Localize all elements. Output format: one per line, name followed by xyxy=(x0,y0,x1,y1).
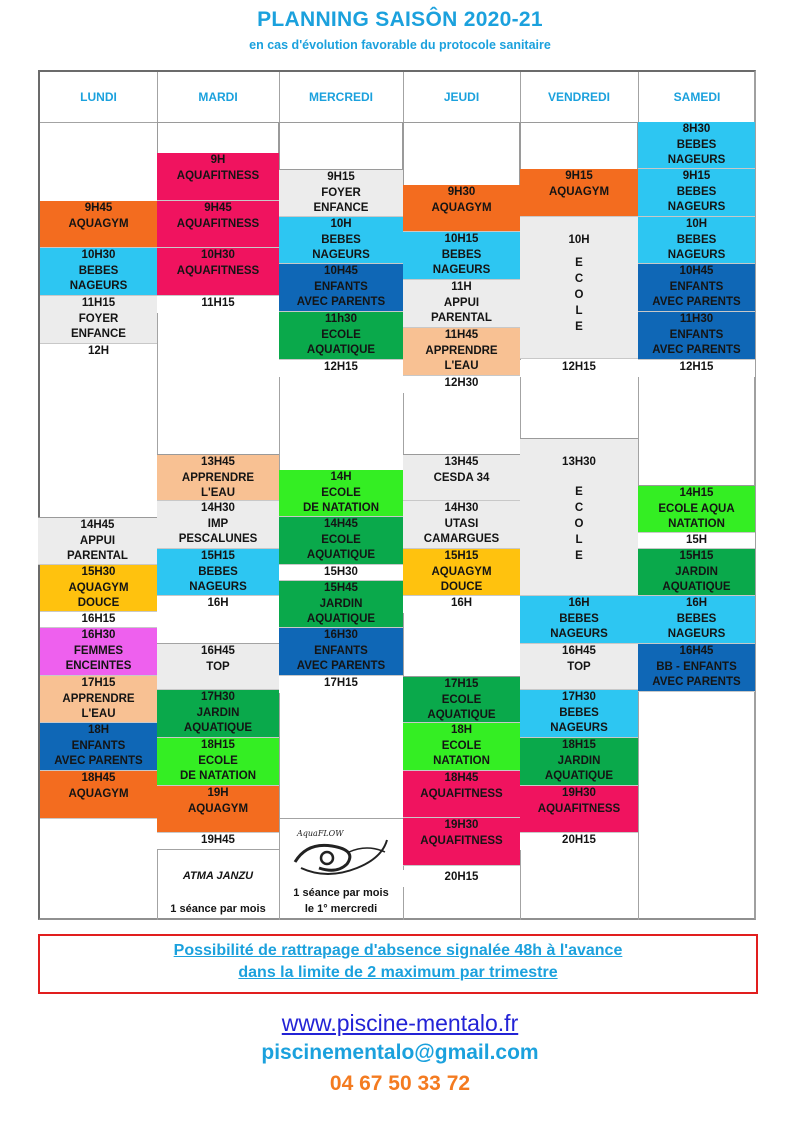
slot-mercredi-15h45: 15H45 JARDIN AQUATIQUE xyxy=(279,581,403,628)
slot-samedi-11h30: 11H30 ENFANTS AVEC PARENTS xyxy=(638,312,755,360)
slot-mardi-13h45: 13H45 APPRENDRE L'EAU xyxy=(157,454,279,501)
website-link[interactable]: www.piscine-mentalo.fr xyxy=(281,1010,519,1036)
slot-mardi-10h30: 10H30 AQUAFITNESS xyxy=(157,248,279,296)
slot-jeudi-15h15: 15H15 AQUAGYM DOUCE xyxy=(403,549,520,596)
slot-jeudi-9h30: 9H30 AQUAGYM xyxy=(403,185,520,232)
slot-mardi-15h15: 15H15 BEBES NAGEURS xyxy=(157,549,279,596)
slot-mercredi-10h: 10H BEBES NAGEURS xyxy=(279,217,403,264)
mercredi-divider xyxy=(279,818,403,819)
slot-lundi-18h45: 18H45 AQUAGYM xyxy=(40,771,157,819)
slot-jeudi-11h: 11H APPUI PARENTAL xyxy=(403,280,520,328)
slot-samedi-10h45: 10H45 ENFANTS AVEC PARENTS xyxy=(638,264,755,312)
slot-lundi-18h: 18H ENFANTS AVEC PARENTS xyxy=(40,723,157,771)
slot-mercredi-15h30: 15H30 xyxy=(279,565,403,581)
slot-jeudi-18h: 18H ECOLE NATATION xyxy=(403,723,520,771)
mercredi-empty-top xyxy=(279,122,403,170)
aquaflow-logo xyxy=(287,822,395,880)
slot-vendredi-9h15: 9H15 AQUAGYM xyxy=(520,169,638,217)
slot-samedi-16h: 16H BEBES NAGEURS xyxy=(638,596,755,644)
slot-jeudi-12h30: 12H30 xyxy=(403,376,520,393)
slot-mercredi-16h30: 16H30 ENFANTS AVEC PARENTS xyxy=(279,628,403,676)
page-title: PLANNING SAISÔN 2020-21 xyxy=(257,8,543,31)
slot-mercredi-9h15: 9H15 FOYER ENFANCE xyxy=(279,169,403,217)
mercredi-frequency-note: 1 séance par mois xyxy=(293,887,389,899)
slot-samedi-16h45: 16H45 BB - ENFANTS AVEC PARENTS xyxy=(638,644,755,692)
slot-lundi-15h30: 15H30 AQUAGYM DOUCE xyxy=(40,565,157,612)
slot-jeudi-13h45: 13H45 CESDA 34 xyxy=(403,454,520,501)
mardi-frequency-note: 1 séance par mois xyxy=(170,903,266,915)
slot-mardi-19h45: 19H45 xyxy=(157,833,279,850)
jeudi-empty-top xyxy=(403,122,520,185)
slot-mercredi-12h15: 12H15 xyxy=(279,360,403,377)
day-header-samedi: SAMEDI xyxy=(673,90,721,104)
notice-line-2[interactable]: dans la limite de 2 maximum par trimestre xyxy=(238,964,558,981)
slot-mardi-18h15: 18H15 ECOLE DE NATATION xyxy=(157,738,279,786)
slot-vendredi-13h30-time: 13H30 xyxy=(562,455,596,468)
slot-mercredi-17h15: 17H15 xyxy=(279,676,403,693)
slot-mardi-14h30: 14H30 IMP PESCALUNES xyxy=(157,501,279,549)
vendredi-empty-top xyxy=(520,122,638,170)
page-subtitle: en cas d'évolution favorable du protocole sanitaire xyxy=(249,38,551,52)
slot-samedi-15h15: 15H15 JARDIN AQUATIQUE xyxy=(638,549,755,596)
day-header-jeudi: JEUDI xyxy=(443,90,480,104)
day-header-mardi: MARDI xyxy=(198,90,238,104)
slot-mercredi-11h30: 11h30 ECOLE AQUATIQUE xyxy=(279,312,403,360)
absence-notice xyxy=(38,934,758,994)
slot-mercredi-10h45: 10H45 ENFANTS AVEC PARENTS xyxy=(279,264,403,312)
mercredi-first-wednesday-note: le 1° mercredi xyxy=(304,903,378,915)
slot-lundi-16h15: 16H15 xyxy=(40,612,157,628)
slot-lundi-11h15: 11H15 FOYER ENFANCE xyxy=(40,296,157,344)
slot-vendredi-17h30: 17H30 BEBES NAGEURS xyxy=(520,690,638,738)
logo-text: AquaFLOW xyxy=(297,829,344,838)
mardi-janzu-note: ATMA JANZU xyxy=(182,870,254,882)
slot-samedi-10h: 10H BEBES NAGEURS xyxy=(638,217,755,264)
slot-vendredi-16h: 16H BEBES NAGEURS xyxy=(520,596,638,644)
slot-jeudi-17h15: 17H15 ECOLE AQUATIQUE xyxy=(403,676,520,723)
slot-mardi-19h: 19H AQUAGYM xyxy=(157,786,279,833)
slot-vendredi-10h-time: 10H xyxy=(568,233,590,246)
slot-jeudi-11h45: 11H45 APPRENDRE L'EAU xyxy=(403,328,520,376)
slot-vendredi-12h15: 12H15 xyxy=(520,360,638,377)
vendredi-ecole-afternoon: E C O L E xyxy=(574,486,584,562)
slot-lundi-16h30: 16H30 FEMMES ENCEINTES xyxy=(40,628,157,676)
slot-samedi-8h30: 8H30 BEBES NAGEURS xyxy=(638,122,755,169)
slot-lundi-9h45: 9H45 AQUAGYM xyxy=(40,201,157,248)
slot-jeudi-19h30: 19H30 AQUAFITNESS xyxy=(403,818,520,866)
slot-samedi-12h15: 12H15 xyxy=(638,360,755,377)
slot-samedi-15h: 15H xyxy=(638,533,755,549)
day-header-vendredi: VENDREDI xyxy=(547,90,610,104)
slot-mardi-9h: 9H AQUAFITNESS xyxy=(157,153,279,201)
slot-mardi-16h45: 16H45 TOP xyxy=(157,644,279,690)
slot-mardi-16h: 16H xyxy=(157,596,279,644)
slot-samedi-9h15: 9H15 BEBES NAGEURS xyxy=(638,169,755,217)
slot-vendredi-19h30: 19H30 AQUAFITNESS xyxy=(520,786,638,833)
slot-samedi-14h15: 14H15 ECOLE AQUA NATATION xyxy=(638,485,755,533)
mardi-empty-top xyxy=(157,122,279,154)
slot-mardi-11h15: 11H15 xyxy=(157,296,279,313)
slot-jeudi-20h15: 20H15 xyxy=(403,870,520,887)
slot-vendredi-16h45: 16H45 TOP xyxy=(520,644,638,690)
slot-jeudi-14h30: 14H30 UTASI CAMARGUES xyxy=(403,501,520,549)
slot-lundi-17h15: 17H15 APPRENDRE L'EAU xyxy=(40,676,157,723)
slot-mercredi-14h: 14H ECOLE DE NATATION xyxy=(279,470,403,517)
slot-lundi-12h: 12H xyxy=(40,344,157,361)
slot-vendredi-18h15: 18H15 JARDIN AQUATIQUE xyxy=(520,738,638,786)
slot-mercredi-14h45: 14H45 ECOLE AQUATIQUE xyxy=(279,517,403,565)
slot-jeudi-18h45: 18H45 AQUAFITNESS xyxy=(403,771,520,818)
day-header-mercredi: MERCREDI xyxy=(308,90,373,104)
slot-jeudi-16h: 16H xyxy=(403,596,520,613)
slot-lundi-14h45: 14H45 APPUI PARENTAL xyxy=(38,517,157,565)
slot-lundi-10h30: 10H30 BEBES NAGEURS xyxy=(40,248,157,296)
slot-vendredi-20h15: 20H15 xyxy=(520,833,638,850)
slot-mardi-9h45: 9H45 AQUAFITNESS xyxy=(157,201,279,248)
day-header-lundi: LUNDI xyxy=(80,90,117,104)
slot-jeudi-10h15: 10H15 BEBES NAGEURS xyxy=(403,232,520,280)
slot-mardi-17h30: 17H30 JARDIN AQUATIQUE xyxy=(157,690,279,738)
email-address[interactable]: piscinementalo@gmail.com xyxy=(261,1041,539,1064)
phone-number: 04 67 50 33 72 xyxy=(329,1072,471,1095)
vendredi-ecole-morning: E C O L E xyxy=(574,257,584,333)
notice-line-1[interactable]: Possibilité de rattrapage d'absence signalée 48h à l'avance xyxy=(173,942,623,959)
